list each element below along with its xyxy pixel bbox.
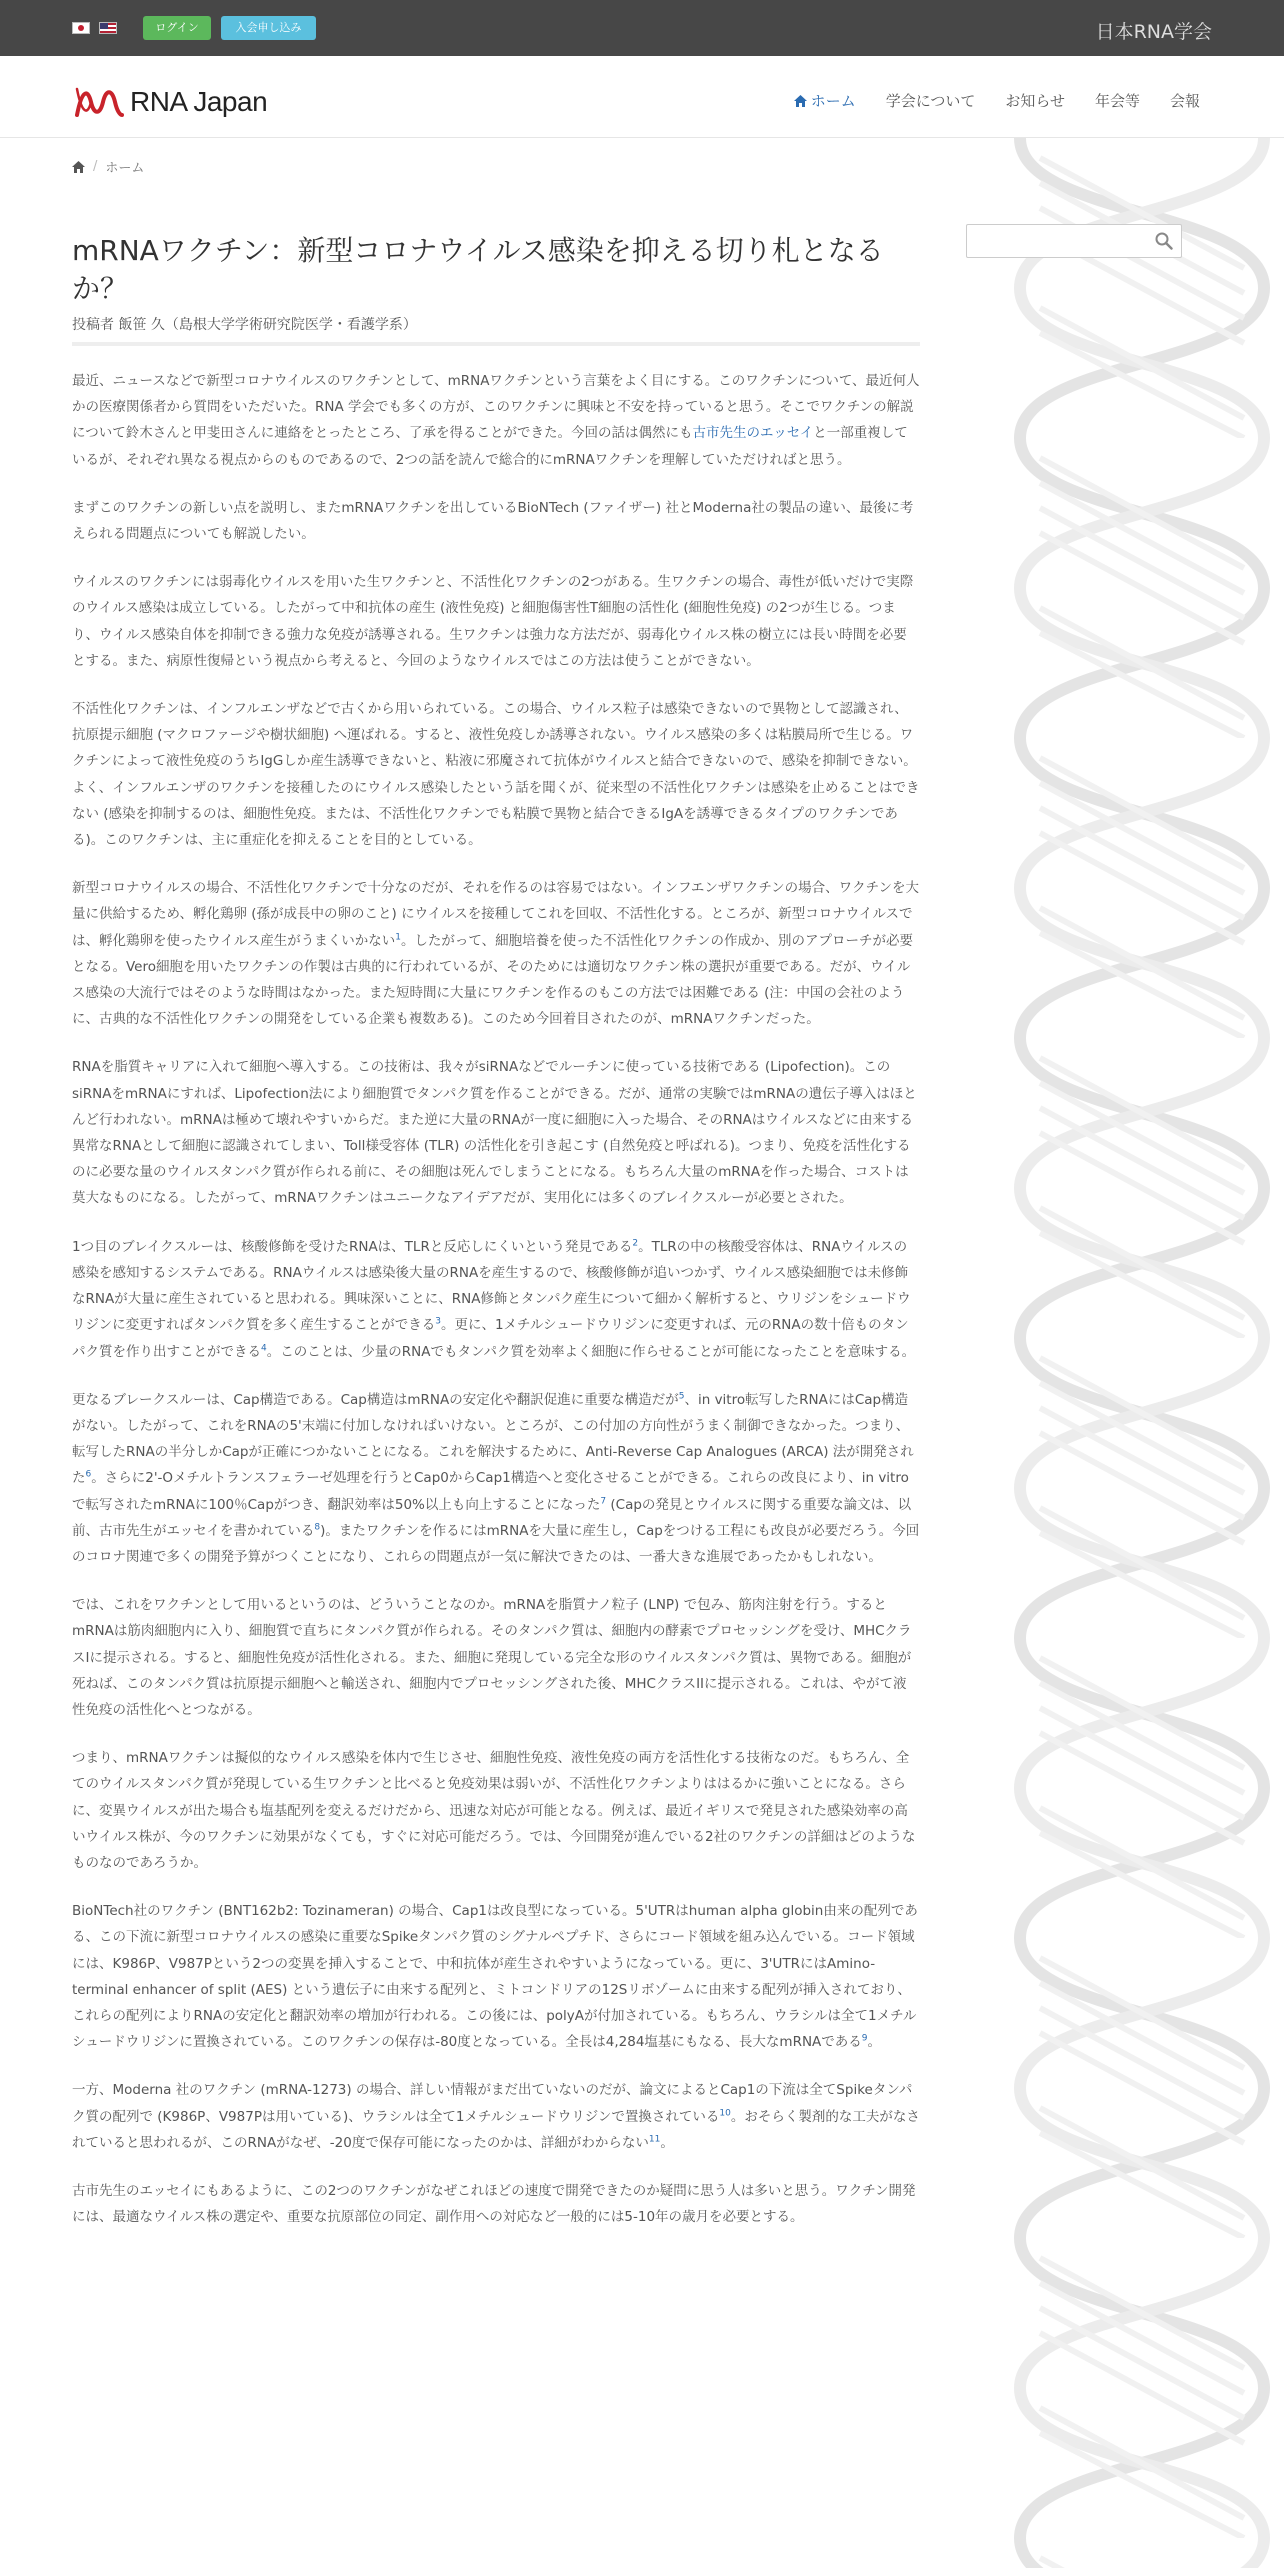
footnote-ref[interactable]: 1 <box>395 932 401 943</box>
nav-item-about[interactable]: 学会について <box>885 92 976 110</box>
footnote-ref[interactable]: 2 <box>632 1238 639 1249</box>
paragraph: 不活性化ワクチンは、インフルエンザなどで古くから用いられている。この場合、ウイルス粒子は感染できないので異物として認識され、抗原提示細胞 (マクロファージや樹状細胞) へ運ばれる。すると、液性免疫しか誘導されない。ウイルス感染の多くは粘膜局所で生じる。ワクチンによって液性免疫のうちIgGしか産生誘導できないと、粘液に邪魔されて抗体がウイルスと結合できないので、感染を抑制できない。よく、インフルエンザのワクチンを接種したのにウイルス感染したという話を聞くが、従来型の不活性化ワクチンは感染を止めることはできない (感染を抑制するのは、細胞性免疫。または、不活性化ワクチンでも粘膜で異物と結合できるIgAを誘導できるタイプのワクチンである)。このワクチンは、主に重症化を抑えることを目的としている。 <box>72 701 920 849</box>
nav-label-home: ホーム <box>810 92 856 110</box>
footnote-ref[interactable]: 11 <box>648 2134 661 2145</box>
nav-item-news[interactable]: お知らせ <box>1005 92 1065 110</box>
breadcrumb-separator: / <box>93 159 98 174</box>
paragraph: ウイルスのワクチンには弱毒化ウイルスを用いた生ワクチンと、不活性化ワクチンの2つがある。生ワクチンの場合、毒性が低いだけで実際のウイルス感染は成立している。したがって中和抗体の産生 (液性免疫) と細胞傷害性T細胞の活性化 (細胞性免疫) の2つが生じる。つまり、ウイルス感染自体を抑制できる強力な免疫が誘導される。生ワクチンは強力な方法だが、弱毒化ウイルス株の樹立には長い時間を必要とする。また、病原性復帰という視点から考えると、今回のようなウイルスではこの方法は使うことができない。 <box>72 574 914 669</box>
nav-item-meetings[interactable]: 年会等 <box>1094 92 1140 110</box>
top-bar <box>0 0 1284 56</box>
paragraph: 古市先生のエッセイにもあるように、この2つのワクチンがなぜこれほどの速度で開発できたのか疑問に思う人は多いと思う。ワクチン開発には、最適なウイルス株の選定や、重要な抗原部位の同定、副作用への対応など一般的には5-10年の歳月を必要とする。 <box>72 2182 916 2226</box>
japanese-flag-icon[interactable] <box>72 22 90 34</box>
footnote-ref[interactable]: 7 <box>600 1496 607 1507</box>
paragraph: 新型コロナウイルスの場合、不活性化ワクチンで十分なのだが、それを作るのは容易ではない。インフエンザワクチンの場合、ワクチンを大量に供給するため、孵化鶏卵 (孫が成長中の卵のこと) にウイルスを接種してこれを回収、不活性化する。ところが、新型コロナウイルスでは、孵化鶏卵を使ったウイルス産生がうまくいかない$^1$。したがって、細胞培養を使った不活性化ワクチンの作成か、別のアプローチが必要となる。Vero細胞を用いたワクチンの作製は古典的に行われているが、そのためには適切なワクチン株の選択が重要である。だが、ウイルス感染の大流行ではそのような時間はなかった。また短時間に大量にワクチンを作るのもこの方法では困難である (注：中国の会社のように、古典的な不活性化ワクチンの開発をしている企業も複数ある)。このため今回着目されたのが、mRNAワクチンだった。 <box>72 880 919 1028</box>
society-name: 日本RNA学会 <box>1095 21 1212 43</box>
paragraph: RNAを脂質キャリアに入れて細胞へ導入する。この技術は、我々がsiRNAなどでルーチンに使っている技術である (Lipofection)。このsiRNAをmRNAにすれば、Lipofection法により細胞質でタンパク質を作ることができる。だが、通常の実験ではmRNAの遺伝子導入はほとんど行われない。mRNAは極めて壊れやすいからだ。また逆に大量のRNAが一度に細胞に入った場合、そのRNAはウイルスなどに由来する異常なRNAとして細胞に認識されてしまい、Toll様受容体 (TLR) の活性化を引き起こす (自然免疫と呼ばれる)。つまり、免疫を活性化するのに必要な量のウイルスタンパク質が作られる前に、その細胞は死んでしまうことになる。もちろん大量のmRNAを作った場合、コストは莫大なものになる。したがって、mRNAワクチンはユニークなアイデアだが、実用化には多くのブレイクスルーが必要とされた。 <box>72 1059 917 1207</box>
paragraph: BioNTech社のワクチン (BNT162b2: Tozinameran) の場合、Cap1は改良型になっている。5'UTRはhuman alpha globin由来の配列である、この下流に新型コロナウイルスの感染に重要なSpikeタンパク質のシグナルペプチド、さらにコード領域を組み込んでいる。コード領域には、K986P、V987Pという2つの変異を挿入することで、中和抗体が産生されやすいようになっている。更に、3'UTRにはAmino-terminal enhancer of split (AES) という遺伝子に由来する配列と、ミトコンドリアの12Sリボゾームに由来する配列が挿入されており、これらの配列によりRNAの安定化と翻訳効率の増加が行われる。この後には、polyAが付加されている。もちろん、ウラシルは全て1メチルシュードウリジンに置換されている。このワクチンの保存は-80度となっている。全長は4,284塩基にもなる、長大なmRNAである$^9$。 <box>72 1903 918 2051</box>
paragraph: では、これをワクチンとして用いるというのは、どういうことなのか。mRNAを脂質ナノ粒子 (LNP) で包み、筋肉注射を行う。するとmRNAは筋肉細胞内に入り、細胞質で直ちにタンパク質が作られる。そのタンパク質は、細胞内の酵素でプロセッシングを受け、MHCクラスIに提示される。すると、細胞性免疫が活性化される。また、細胞に発現している完全な形のウイルスタンパク質は、異物である。細胞が死ねば、このタンパク質は抗原提示細胞へと輸送され、細胞内でプロセッシングされた後、MHCクラスIIに提示される。これは、やがて液性免疫の活性化へとつながる。 <box>72 1597 912 1718</box>
footnote-ref[interactable]: 9 <box>861 2033 868 2044</box>
home-icon <box>794 95 807 107</box>
footnote-ref[interactable]: 6 <box>85 1469 92 1480</box>
breadcrumb-current: ホーム <box>105 161 145 176</box>
login-button[interactable]: ログイン <box>143 16 211 40</box>
nav-item-home[interactable] <box>794 90 856 111</box>
footnote-ref[interactable]: 3 <box>435 1316 441 1327</box>
footnote-ref[interactable]: 5 <box>678 1391 685 1402</box>
main-nav <box>794 90 1200 111</box>
footnote-ref[interactable]: 10 <box>719 2108 731 2119</box>
paragraph: つまり、mRNAワクチンは擬似的なウイルス感染を体内で生じさせ、細胞性免疫、液性免疫の両方を活性化する技術なのだ。もちろん、全てのウイルスタンパク質が発現している生ワクチンと比べると免疫効果は弱いが、不活性化ワクチンよりははるかに強いことになる。さらに、変異ウイルスが出た場合も塩基配列を変えるだけだから、迅速な対応が可能となる。例えば、最近イギリスで発見された感染効率の高いウイルス株が、今のワクチンに効果がなくても，すぐに対応可能だろう。では、今回開発が進んでいる2社のワクチンの詳細はどのようなものなのであろうか。 <box>72 1750 916 1871</box>
home-icon[interactable] <box>72 161 85 173</box>
article-body <box>72 368 920 2230</box>
search-icon[interactable] <box>1155 232 1173 250</box>
article <box>72 232 920 2252</box>
site-logo[interactable] <box>74 82 267 122</box>
breadcrumb <box>72 157 144 176</box>
paragraph: 1つ目のブレイクスルーは、核酸修飾を受けたRNAは、TLRと反応しにくいという発見である$^2$。TLRの中の核酸受容体は、RNAウイルスの感染を感知するシステムである。RNAウイルスは感染後大量のRNAを産生するので、核酸修飾が追いつかず、ウイルス感染細胞では未修飾なRNAが大量に産生されていると思われる。興味深いことに、RNA修飾とタンパク産生について細かく解析すると、ウリジンをシュードウリジンに変更すればタンパク質を多く産生することができる$^3$。更に、1メチルシュードウリジンに変更すれば、元のRNAの数十倍ものタンパク質を作り出すことができる$^4$。このことは、少量のRNAでもタンパク質を効率よく細胞に作らせることが可能になったことを意味する。 <box>72 1238 916 1360</box>
footnote-ref[interactable]: 4 <box>261 1343 267 1353</box>
dna-helix-decoration <box>1000 138 1284 2568</box>
paragraph: 更なるブレークスルーは、Cap構造である。Cap構造はmRNAの安定化や翻訳促進に重要な構造だが$^5$、in vitro転写したRNAにはCap構造がない。したがって、これをRNAの5'末端に付加しなければいけない。ところが、この付加の方向性がうまく制御できなかった。つまり、転写したRNAの半分しかCapが正確につかないことになる。これを解決するために、Anti-Reverse Cap Analogues (ARCA) 法が開発された$^6$。さらに2'-Oメチルトランスフェラーゼ処理を行うとCap0からCap1構造へと変化させることができる。これらの改良により、in vitroで転写されたmRNAに100％Capがつき、翻訳効率は50%以上も向上することになった$^7$ (Capの発見とウイルスに関する重要な論文は、以前、古市先生がエッセイを書かれている$^8$)。またワクチンを作るにはmRNAを大量に産生し，Capをつける工程にも改良が必要だろう。今回のコロナ関連で多くの開発予算がつくことになり、これらの問題点が一気に解決できたのは、一番大きな進展であったかもしれない。 <box>72 1391 920 1565</box>
site-header <box>0 56 1284 138</box>
essay-link[interactable]: 古市先生のエッセイ <box>692 425 814 442</box>
rna-logo-icon <box>74 85 124 119</box>
logo-text: RNA Japan <box>130 86 268 117</box>
search-input[interactable] <box>967 225 1147 257</box>
paragraph: 一方、Moderna 社のワクチン (mRNA-1273) の場合、詳しい情報がまだ出ていないのだが、論文によるとCap1の下流は全てSpikeタンパク質の配列で (K986P、V987Pは用いている)、ウラシルは全て1メチルシュードウリジンで置換されている$^{10}$。おそらく製剤的な工夫がなされていると思われるが、このRNAがなぜ、-20度で保存可能になったのかは、詳細がわからない$^{11}$。 <box>72 2082 920 2151</box>
paragraph: 最近、ニュースなどで新型コロナウイルスのワクチンとして、mRNAワクチンという言葉をよく目にする。このワクチンについて、最近何人かの医療関係者から質問をいただいた。RNA 学会でも多くの方が、このワクチンに興味と不安を持っていると思う。そこでワクチンの解説について鈴木さんと甲斐田さんに連絡をとったところ、了承を得ることができた。今回の話は偶然にも古市先生のエッセイと一部重複しているが、それぞれ異なる視点からのものであるので、2つの話を読んで総合的にmRNAワクチンを理解していただければと思う。 <box>72 373 920 468</box>
paragraph: まずこのワクチンの新しい点を説明し、またmRNAワクチンを出しているBioNTech (ファイザー) 社とModerna社の製品の違い、最後に考えられる問題点についても解説したい。 <box>72 499 914 543</box>
nav-item-bulletin[interactable]: 会報 <box>1169 92 1200 110</box>
article-title: mRNAワクチン：新型コロナウイルス感染を抑える切り札となるか？ <box>72 234 884 305</box>
english-flag-icon[interactable] <box>99 22 117 34</box>
search-box <box>966 224 1182 258</box>
article-author: 投稿者 飯笹 久（島根大学学術研究院医学・看護学系） <box>72 314 920 346</box>
join-button[interactable]: 入会申し込み <box>221 16 316 40</box>
dna-helix-icon <box>1000 138 1284 2568</box>
footnote-ref[interactable]: 8 <box>314 1522 321 1533</box>
